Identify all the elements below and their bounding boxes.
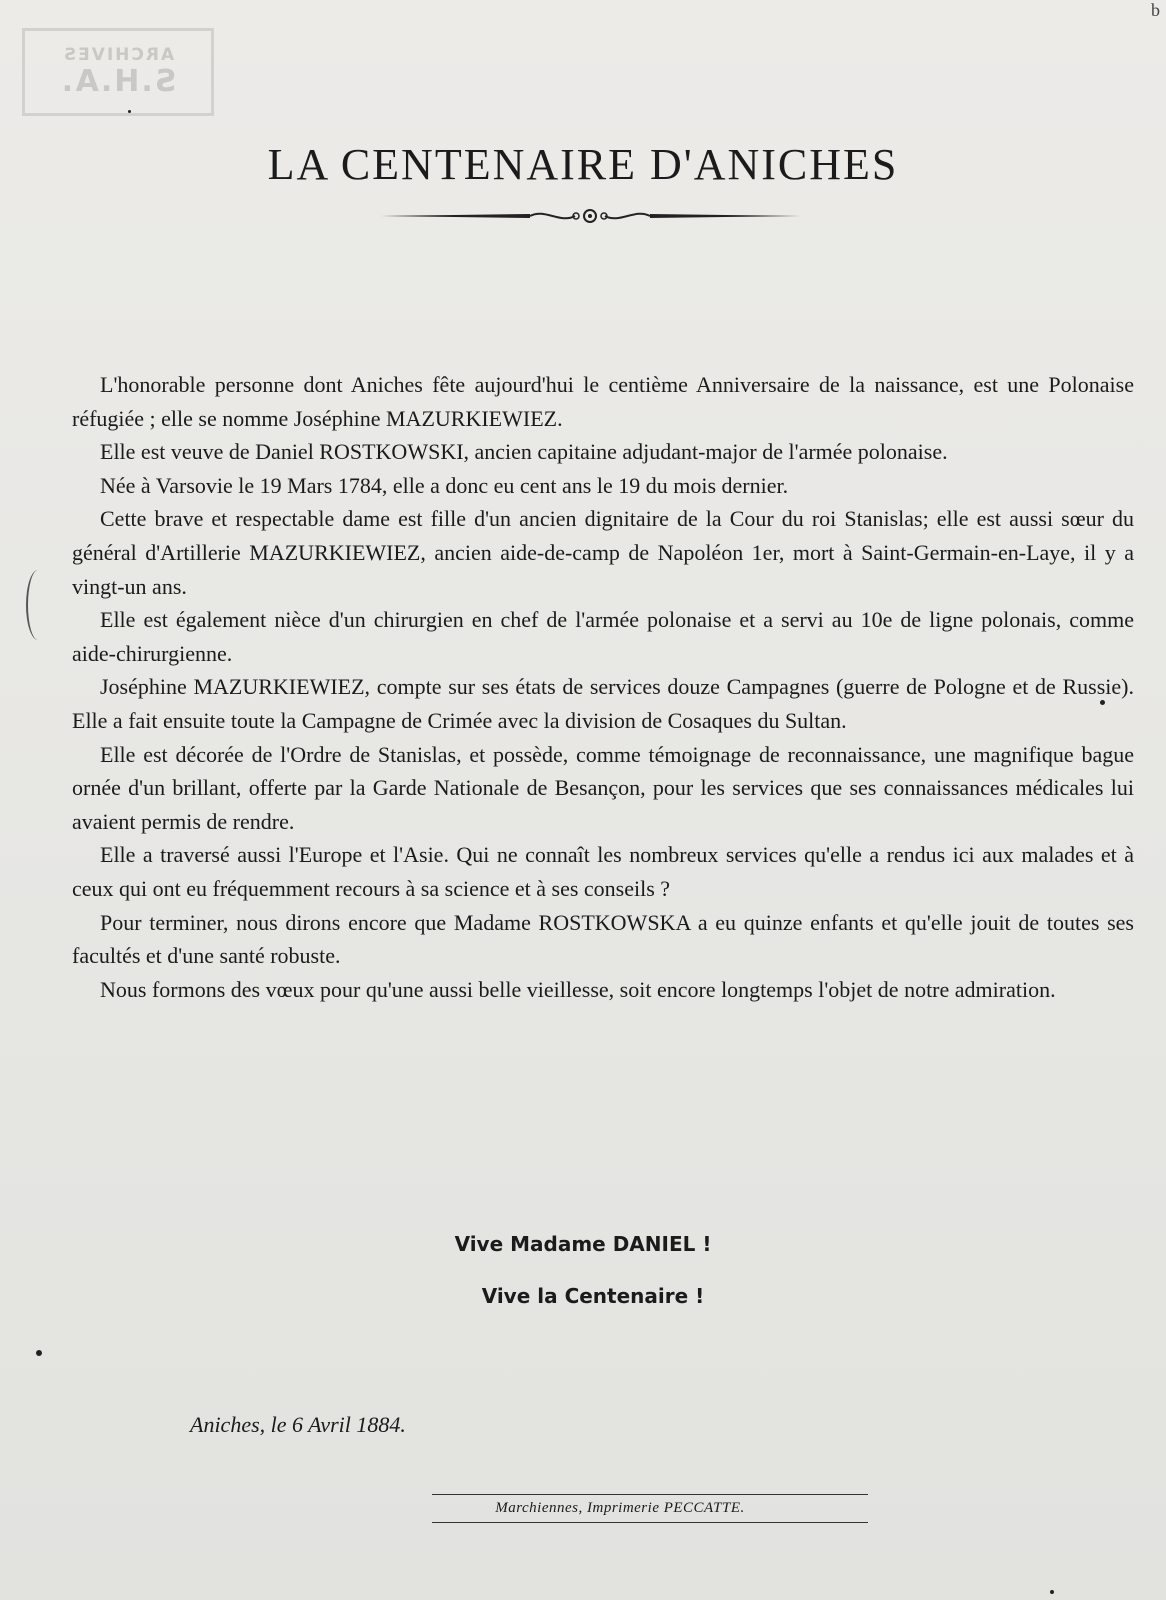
paragraph: L'honorable personne dont Aniches fête aujourd'hui le centième Anniversaire de la naissance, est une Polonaise réfugiée ; elle se nomme Joséphine MAZURKIEWIEZ. (72, 372, 1134, 431)
printer-imprint: Marchiennes, Imprimerie PECCATTE. (495, 1500, 745, 1516)
printer-rule-top (432, 1494, 868, 1495)
paragraph: Cette brave et respectable dame est fille d'un ancien dignitaire de la Cour du roi Stanislas; elle est aussi sœur du général d'Artillerie MAZURKIEWIEZ, ancien aide-de-camp de Napoléon 1er, mort à Saint-Germain-en-Laye, il y a vingt-un ans. (72, 506, 1134, 599)
paragraph: Pour terminer, nous dirons encore que Madame ROSTKOWSKA a eu quinze enfants et qu'elle jouit de toutes ses facultés et d'une santé robuste. (72, 909, 1134, 969)
paragraph: Elle est également nièce d'un chirurgien en chef de l'armée polonaise et a servi au 10e de ligne polonais, comme aide-chirurgienne. (72, 607, 1134, 666)
ink-speck (1050, 1590, 1054, 1594)
ink-speck (1100, 700, 1105, 705)
article-body (72, 368, 1134, 1006)
page-title: LA CENTENAIRE D'ANICHES (267, 140, 899, 190)
cheer-line-2: Vive la Centenaire ! (481, 1284, 705, 1308)
cheer-line-1: Vive Madame DANIEL ! (454, 1232, 712, 1256)
archive-stamp (22, 28, 214, 116)
paragraph: Nous formons des vœux pour qu'une aussi belle vieillesse, soit encore longtemps l'objet de notre admiration. (100, 976, 1056, 1002)
ink-speck (36, 1350, 42, 1356)
paragraph: Joséphine MAZURKIEWIEZ, compte sur ses états de services douze Campagnes (guerre de Pologne et de Russie). Elle a fait ensuite toute la Campagne de Crimée avec la division de Cosaques du Sultan. (72, 674, 1134, 733)
ink-speck (128, 110, 131, 113)
dateline: Aniches, le 6 Avril 1884. (190, 1412, 406, 1437)
stamp-line-2: S.H.A. (59, 64, 177, 99)
paragraph: Née à Varsovie le 19 Mars 1784, elle a donc eu cent ans le 19 du mois dernier. (100, 472, 789, 498)
corner-pencil-mark: b (1151, 0, 1160, 20)
paragraph: Elle a traversé aussi l'Europe et l'Asie. Qui ne connaît les nombreux services qu'elle a rendus ici aux malades et à ceux qui ont eu fréquemment recours à sa science et à ses conseils ? (72, 842, 1134, 901)
printer-rule-bottom (432, 1522, 868, 1523)
stamp-line-1: ARCHIVES (61, 45, 175, 65)
margin-pencil-mark (26, 570, 50, 640)
paragraph: Elle est veuve de Daniel ROSTKOWSKI, ancien capitaine adjudant-major de l'armée polonaise. (100, 439, 948, 465)
ornament-divider-icon (380, 200, 800, 228)
paragraph: Elle est décorée de l'Ordre de Stanislas, et possède, comme témoignage de reconnaissance, une magnifique bague ornée d'un brillant, offerte par la Garde Nationale de Besançon, pour les services que ses connaissances médicales lui avaient permis de rendre. (72, 741, 1134, 834)
